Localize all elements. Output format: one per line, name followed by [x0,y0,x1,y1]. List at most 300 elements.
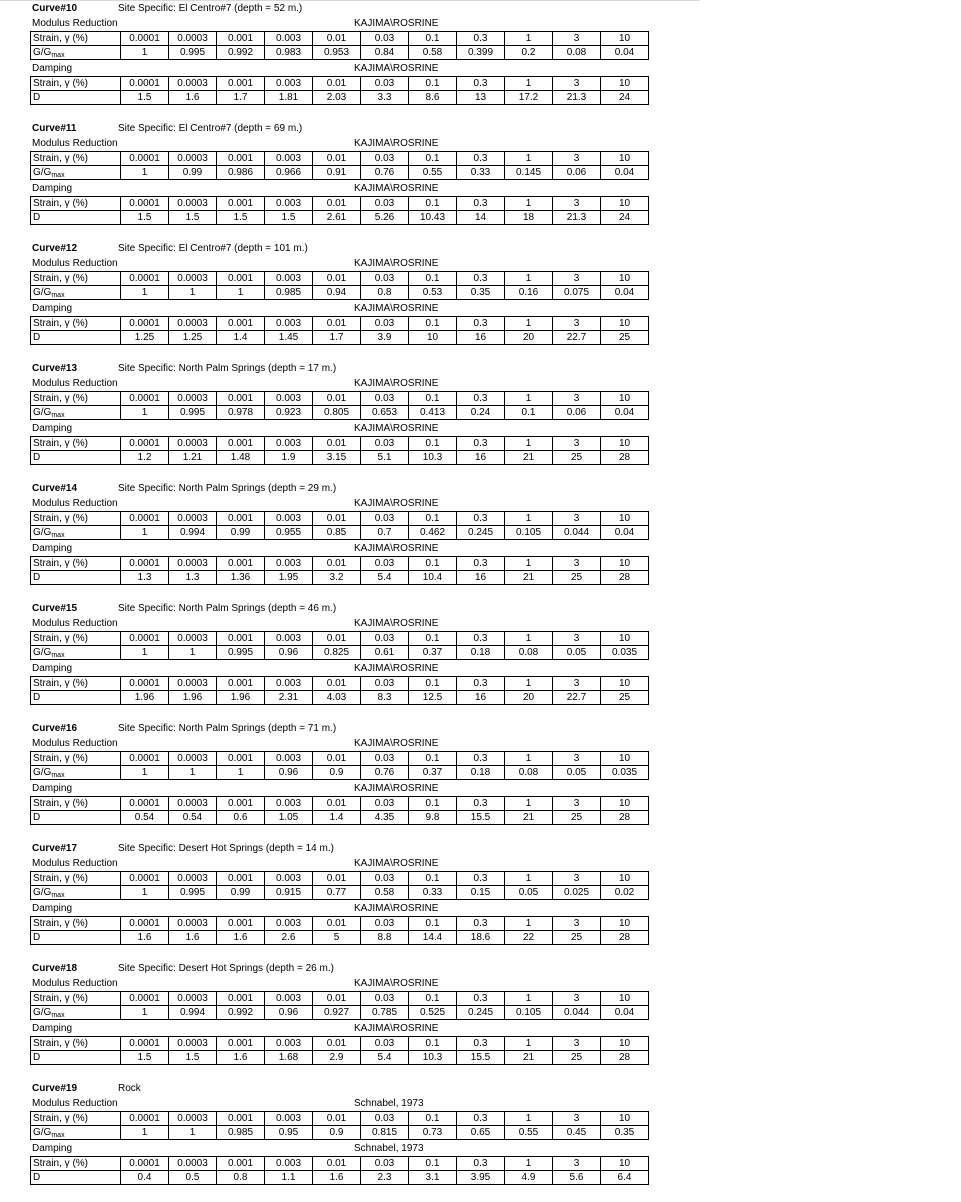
curve-block [30,962,636,1082]
table-cell: 0.3 [457,437,505,451]
table-cell: 0.84 [361,46,409,60]
table-cell: 21.3 [553,91,601,105]
table-cell: 0.001 [217,1112,265,1126]
damping-table [30,556,649,585]
damping-row-label: D [31,211,121,225]
damping-section-header [30,301,636,316]
damping-row-label: D [31,931,121,945]
damping-section-header [30,661,636,676]
table-cell: 1.36 [217,571,265,585]
table-cell: 0.01 [313,752,361,766]
table-cell: 3 [553,197,601,211]
ggmax-row-label [31,1006,121,1020]
table-cell: 1 [121,886,169,900]
table-cell: 14.4 [409,931,457,945]
table-cell: 0.983 [265,46,313,60]
table-cell: 0.025 [553,886,601,900]
strain-row-label: Strain, γ (%) [31,152,121,166]
curve-title: Site Specific: North Palm Springs (depth = 46 m.) [118,603,337,614]
table-cell: 0.03 [361,1112,409,1126]
modulus-reduction-table [30,151,649,180]
table-cell: 0.3 [457,752,505,766]
table-cell: 3.9 [361,331,409,345]
curve-id: Curve#14 [32,483,78,494]
table-cell: 0.35 [457,286,505,300]
table-cell: 1.48 [217,451,265,465]
table-cell: 0.08 [553,46,601,60]
table-cell: 0.0001 [121,32,169,46]
table-cell: 0.08 [505,766,553,780]
table-cell: 0.525 [409,1006,457,1020]
modulus-reduction-table [30,391,649,420]
damping-table [30,1036,649,1065]
table-cell: 2.9 [313,1051,361,1065]
table-cell: 10 [601,917,649,931]
table-cell: 0.001 [217,197,265,211]
table-cell: 0.994 [169,1006,217,1020]
table-cell: 5.4 [361,571,409,585]
table-cell: 0.927 [313,1006,361,1020]
table-cell: 0.1 [409,677,457,691]
ggmax-label-base: G/G [33,1127,52,1138]
table-cell: 0.992 [217,46,265,60]
table-cell: 0.0003 [169,152,217,166]
ggmax-label-subscript: max [51,772,65,779]
table-cell: 3 [553,152,601,166]
table-cell: 0.003 [265,1037,313,1051]
strain-row [31,437,649,451]
table-cell: 8.3 [361,691,409,705]
damping-row-label: D [31,1051,121,1065]
table-cell: 0.1 [409,1157,457,1171]
table-cell: 0.03 [361,797,409,811]
table-cell: 0.003 [265,77,313,91]
table-cell: 0.1 [409,272,457,286]
table-cell: 0.003 [265,272,313,286]
ggmax-label-subscript: max [51,532,65,539]
table-cell: 0.0001 [121,197,169,211]
damping-section-label: Damping [32,663,73,674]
table-cell: 2.3 [361,1171,409,1185]
damping-section-label: Damping [32,63,73,74]
strain-row [31,632,649,646]
table-cell: 5.4 [361,1051,409,1065]
table-cell: 0.815 [361,1126,409,1140]
curve-id: Curve#10 [32,3,78,14]
damping-source: KAJIMA\ROSRINE [354,183,439,194]
table-cell: 0.003 [265,992,313,1006]
table-cell: 0.85 [313,526,361,540]
curve-block [30,122,636,242]
modulus-section-header [30,856,636,871]
table-cell: 1 [505,752,553,766]
table-cell: 0.001 [217,752,265,766]
table-cell: 1 [169,286,217,300]
table-cell: 0.3 [457,32,505,46]
modulus-section-label: Modulus Reduction [32,738,118,749]
damping-table [30,196,649,225]
table-cell: 1.95 [265,571,313,585]
table-cell: 28 [601,931,649,945]
table-cell: 0.01 [313,1112,361,1126]
modulus-reduction-table [30,631,649,660]
modulus-reduction-table [30,871,649,900]
table-cell: 1.5 [217,211,265,225]
modulus-source: KAJIMA\ROSRINE [354,858,439,869]
table-cell: 1 [505,1157,553,1171]
table-cell: 0.03 [361,1037,409,1051]
table-cell: 21 [505,811,553,825]
table-cell: 1 [505,872,553,886]
table-cell: 0.825 [313,646,361,660]
table-cell: 0.145 [505,166,553,180]
curve-title: Rock [118,1083,141,1094]
modulus-reduction-table [30,991,649,1020]
table-cell: 0.0003 [169,437,217,451]
modulus-section-label: Modulus Reduction [32,378,118,389]
table-cell: 10 [601,1037,649,1051]
table-cell: 1.7 [217,91,265,105]
table-cell: 1.81 [265,91,313,105]
table-cell: 0.0003 [169,872,217,886]
strain-row [31,557,649,571]
table-cell: 0.18 [457,766,505,780]
table-cell: 0.05 [505,886,553,900]
table-cell: 0.04 [601,286,649,300]
table-cell: 0.95 [265,1126,313,1140]
table-cell: 0.3 [457,512,505,526]
table-cell: 1.5 [265,211,313,225]
table-cell: 0.03 [361,437,409,451]
table-cell: 13 [457,91,505,105]
table-cell: 0.992 [217,1006,265,1020]
table-cell: 1 [505,1112,553,1126]
table-cell: 1.96 [121,691,169,705]
table-cell: 0.1 [409,392,457,406]
table-cell: 0.003 [265,797,313,811]
strain-row [31,77,649,91]
table-cell: 0.001 [217,152,265,166]
modulus-source: KAJIMA\ROSRINE [354,18,439,29]
ggmax-label-subscript: max [51,172,65,179]
ggmax-row [31,886,649,900]
damping-source: KAJIMA\ROSRINE [354,543,439,554]
table-cell: 5.6 [553,1171,601,1185]
table-cell: 0.01 [313,1157,361,1171]
damping-table [30,676,649,705]
modulus-section-header [30,496,636,511]
curve-id: Curve#17 [32,843,78,854]
table-cell: 0.001 [217,32,265,46]
table-cell: 2.6 [265,931,313,945]
table-cell: 0.3 [457,677,505,691]
damping-section-label: Damping [32,303,73,314]
table-cell: 3 [553,752,601,766]
table-cell: 3 [553,677,601,691]
modulus-section-header [30,616,636,631]
table-cell: 0.03 [361,317,409,331]
strain-row-label: Strain, γ (%) [31,872,121,886]
table-cell: 2.31 [265,691,313,705]
table-cell: 0.05 [553,766,601,780]
table-cell: 0.075 [553,286,601,300]
table-cell: 0.001 [217,437,265,451]
damping-section-label: Damping [32,543,73,554]
curve-id: Curve#16 [32,723,78,734]
table-cell: 1.5 [169,211,217,225]
table-cell: 0.0001 [121,512,169,526]
table-cell: 0.003 [265,632,313,646]
modulus-section-header [30,376,636,391]
table-cell: 22.7 [553,331,601,345]
table-cell: 0.01 [313,677,361,691]
table-cell: 1.5 [121,91,169,105]
table-cell: 0.03 [361,992,409,1006]
damping-table [30,76,649,105]
ggmax-label-subscript: max [51,292,65,299]
table-cell: 0.0001 [121,437,169,451]
table-cell: 10 [601,752,649,766]
table-cell: 15.5 [457,1051,505,1065]
strain-row-label: Strain, γ (%) [31,677,121,691]
table-cell: 0.16 [505,286,553,300]
modulus-reduction-table [30,751,649,780]
table-cell: 0.003 [265,197,313,211]
table-cell: 8.8 [361,931,409,945]
modulus-section-label: Modulus Reduction [32,1098,118,1109]
table-cell: 0.54 [169,811,217,825]
damping-section-label: Damping [32,1023,73,1034]
table-cell: 3.3 [361,91,409,105]
table-cell: 3 [553,1157,601,1171]
table-cell: 17.2 [505,91,553,105]
table-cell: 0.4 [121,1171,169,1185]
curve-block [30,362,636,482]
table-cell: 16 [457,451,505,465]
table-cell: 0.73 [409,1126,457,1140]
damping-section-header [30,421,636,436]
damping-section-label: Damping [32,903,73,914]
table-cell: 1 [121,1006,169,1020]
table-cell: 0.1 [409,197,457,211]
damping-row [31,91,649,105]
table-cell: 0.0003 [169,797,217,811]
modulus-reduction-table [30,271,649,300]
table-cell: 0.001 [217,872,265,886]
modulus-source: Schnabel, 1973 [354,1098,424,1109]
table-cell: 0.3 [457,317,505,331]
table-cell: 1.25 [121,331,169,345]
strain-row-label: Strain, γ (%) [31,917,121,931]
table-cell: 0.03 [361,557,409,571]
damping-row-label: D [31,691,121,705]
table-cell: 0.0003 [169,1037,217,1051]
table-cell: 0.003 [265,392,313,406]
table-cell: 1.5 [121,211,169,225]
table-cell: 0.53 [409,286,457,300]
table-cell: 0.0003 [169,992,217,1006]
table-cell: 1 [505,152,553,166]
table-cell: 3 [553,917,601,931]
strain-row [31,317,649,331]
ggmax-label-subscript: max [51,1012,65,1019]
table-cell: 0.0003 [169,1112,217,1126]
ggmax-label-base: G/G [33,167,52,178]
table-cell: 1.45 [265,331,313,345]
table-cell: 0.3 [457,392,505,406]
table-cell: 0.966 [265,166,313,180]
table-cell: 0.01 [313,437,361,451]
table-cell: 10 [601,797,649,811]
damping-row-label: D [31,571,121,585]
damping-source: KAJIMA\ROSRINE [354,903,439,914]
ggmax-row-label [31,646,121,660]
curve-block [30,482,636,602]
table-cell: 0.1 [409,152,457,166]
table-cell: 0.15 [457,886,505,900]
curves-sheet [30,2,636,1202]
ggmax-row-label [31,166,121,180]
ggmax-row [31,1126,649,1140]
strain-row [31,32,649,46]
table-cell: 3 [553,992,601,1006]
curve-title: Site Specific: El Centro#7 (depth = 101 m.) [118,243,308,254]
curve-title: Site Specific: North Palm Springs (depth = 17 m.) [118,363,337,374]
table-cell: 1 [217,286,265,300]
damping-section-header [30,1021,636,1036]
table-cell: 0.0001 [121,317,169,331]
table-cell: 0.001 [217,512,265,526]
table-cell: 25 [601,331,649,345]
table-cell: 0.01 [313,992,361,1006]
table-cell: 0.3 [457,1037,505,1051]
strain-row [31,797,649,811]
strain-row [31,1157,649,1171]
ggmax-row [31,646,649,660]
damping-row-label: D [31,91,121,105]
table-cell: 0.8 [361,286,409,300]
table-cell: 14 [457,211,505,225]
strain-row [31,197,649,211]
table-cell: 0.0001 [121,272,169,286]
table-cell: 0.1 [409,797,457,811]
strain-row-label: Strain, γ (%) [31,437,121,451]
modulus-section-label: Modulus Reduction [32,978,118,989]
table-cell: 0.77 [313,886,361,900]
table-cell: 3.1 [409,1171,457,1185]
table-cell: 0.03 [361,197,409,211]
table-cell: 0.04 [601,526,649,540]
ggmax-row [31,166,649,180]
table-cell: 3 [553,1037,601,1051]
table-cell: 20 [505,691,553,705]
strain-row-label: Strain, γ (%) [31,317,121,331]
table-cell: 0.1 [409,1037,457,1051]
table-cell: 21.3 [553,211,601,225]
ggmax-row-label [31,406,121,420]
table-cell: 0.0003 [169,1157,217,1171]
table-cell: 1.5 [121,1051,169,1065]
damping-source: KAJIMA\ROSRINE [354,783,439,794]
table-cell: 0.0001 [121,77,169,91]
table-cell: 0.003 [265,317,313,331]
table-cell: 1.05 [265,811,313,825]
ggmax-row-label [31,286,121,300]
table-cell: 4.9 [505,1171,553,1185]
table-cell: 0.8 [217,1171,265,1185]
table-cell: 1 [505,32,553,46]
table-cell: 15.5 [457,811,505,825]
table-cell: 21 [505,451,553,465]
table-cell: 0.3 [457,1112,505,1126]
table-cell: 1 [169,1126,217,1140]
table-cell: 1.2 [121,451,169,465]
table-cell: 0.03 [361,677,409,691]
table-cell: 1 [505,632,553,646]
table-cell: 10 [601,317,649,331]
table-cell: 1 [505,317,553,331]
table-cell: 0.04 [601,1006,649,1020]
table-cell: 0.001 [217,272,265,286]
table-cell: 0.001 [217,317,265,331]
table-cell: 3 [553,77,601,91]
ggmax-label-base: G/G [33,1007,52,1018]
table-cell: 0.0003 [169,677,217,691]
modulus-section-header [30,136,636,151]
strain-row [31,152,649,166]
modulus-section-header [30,976,636,991]
table-cell: 0.923 [265,406,313,420]
table-cell: 10 [601,557,649,571]
table-cell: 1 [505,677,553,691]
table-cell: 10.3 [409,451,457,465]
table-cell: 0.003 [265,32,313,46]
table-cell: 0.91 [313,166,361,180]
table-cell: 0.001 [217,917,265,931]
curve-id: Curve#15 [32,603,78,614]
table-cell: 1 [505,992,553,1006]
table-cell: 0.05 [553,646,601,660]
strain-row [31,392,649,406]
ggmax-row-label [31,526,121,540]
damping-row-label: D [31,451,121,465]
table-cell: 0.1 [409,632,457,646]
table-cell: 0.0001 [121,752,169,766]
table-cell: 0.003 [265,752,313,766]
table-cell: 0.1 [409,752,457,766]
table-cell: 0.995 [169,886,217,900]
table-cell: 0.0003 [169,317,217,331]
table-cell: 1 [121,406,169,420]
ggmax-row-label [31,46,121,60]
table-cell: 0.58 [409,46,457,60]
table-cell: 0.035 [601,766,649,780]
curve-block [30,722,636,842]
table-cell: 0.33 [457,166,505,180]
table-cell: 10.43 [409,211,457,225]
table-cell: 0.7 [361,526,409,540]
modulus-reduction-table [30,511,649,540]
table-cell: 5.1 [361,451,409,465]
table-cell: 3 [553,272,601,286]
table-cell: 0.01 [313,1037,361,1051]
modulus-section-label: Modulus Reduction [32,858,118,869]
table-cell: 18 [505,211,553,225]
strain-row-label: Strain, γ (%) [31,512,121,526]
table-cell: 10.4 [409,571,457,585]
table-cell: 21 [505,571,553,585]
table-cell: 0.02 [601,886,649,900]
